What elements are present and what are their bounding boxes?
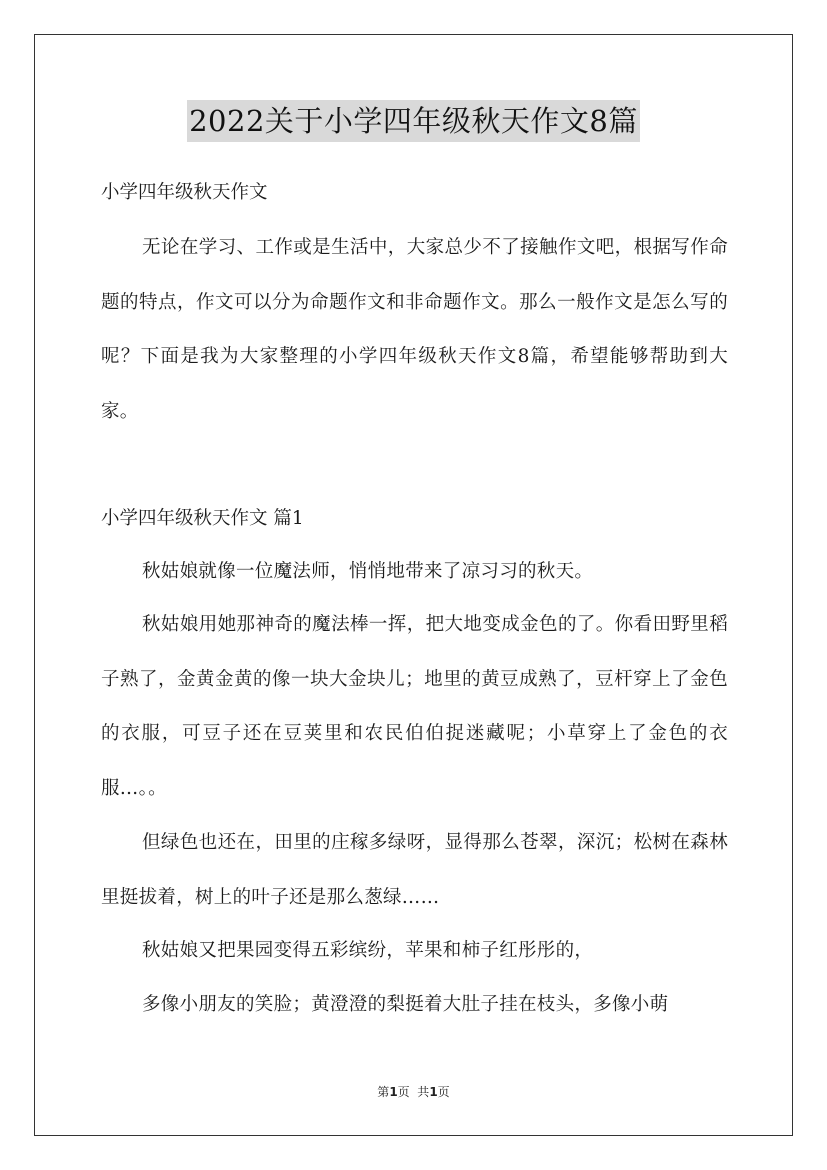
title-container: [0, 100, 827, 142]
footer-page-current: 1: [389, 1085, 398, 1099]
section1-paragraph-2: 秋姑娘用她那神奇的魔法棒一挥，把大地变成金色的了。你看田野里稻子熟了，金黄金黄的像一块大金块儿；地里的黄豆成熟了，豆杆穿上了金色的衣服，可豆子还在豆荚里和农民伯伯捉迷藏呢；小草穿上了金色的衣服…。。: [101, 614, 728, 799]
document-title: 2022关于小学四年级秋天作文8篇: [187, 100, 640, 142]
footer-prefix: 第: [377, 1085, 390, 1099]
footer-suffix: 页: [437, 1085, 450, 1099]
intro-heading: 小学四年级秋天作文: [101, 182, 268, 203]
intro-paragraph: 无论在学习、工作或是生活中，大家总少不了接触作文吧，根据写作命题的特点，作文可以分为命题作文和非命题作文。那么一般作文是怎么写的呢？下面是我为大家整理的小学四年级秋天作文8篇，希望能够帮助到大家。: [101, 237, 728, 422]
footer-page-total: 1: [429, 1085, 438, 1099]
page-footer: [0, 1083, 827, 1101]
section1-paragraph-4: 秋姑娘又把果园变得五彩缤纷，苹果和柿子红彤彤的，: [142, 940, 594, 961]
section1-paragraph-1: 秋姑娘就像一位魔法师，悄悄地带来了凉习习的秋天。: [142, 561, 594, 582]
footer-mid: 页 共: [397, 1085, 430, 1099]
section1-paragraph-3: 但绿色也还在，田里的庄稼多绿呀，显得那么苍翠，深沉；松树在森林里挺拔着，树上的叶子还是那么葱绿……: [101, 832, 728, 908]
section1-paragraph-5: 多像小朋友的笑脸；黄澄澄的梨挺着大肚子挂在枝头，多像小萌: [142, 994, 669, 1015]
section1-heading: 小学四年级秋天作文 篇1: [101, 508, 304, 529]
